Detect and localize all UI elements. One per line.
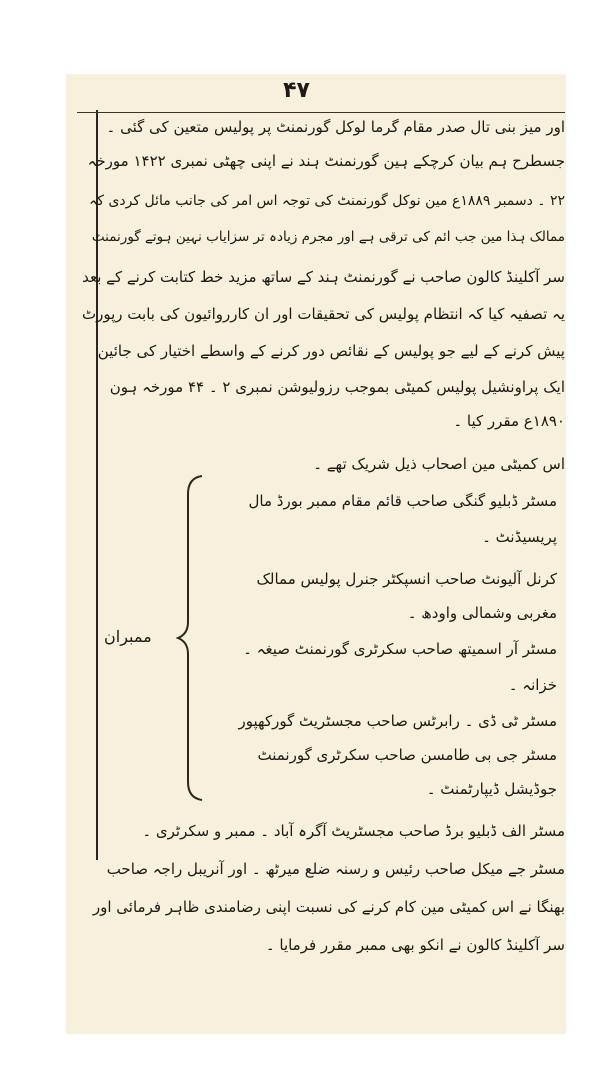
- page-left-border: [96, 110, 98, 860]
- member-line-2: پریسیڈنٹ ۔: [482, 528, 557, 546]
- member-line-8: مسٹر جی بی طامسن صاحب سکرٹری گورنمنٹ: [257, 746, 557, 764]
- member-line-9: جوڈیشل ڈیپارٹمنٹ ۔: [426, 780, 557, 798]
- closing-line-3: بھنگا نے اس کمیٹی مین کام کرنے کی نسبت اپنی رضامندی ظاہر فرمائی اور: [92, 898, 565, 916]
- text-line-6: یہ تصفیہ کیا کہ انتظام پولیس کی تحقیقات اور ان کارروائیون کی بابت رپورٹ: [81, 305, 565, 323]
- text-line-4: ممالک ہذا مین جب ائم کی ترقی ہے اور مجرم زیادہ تر سزایاب نہین ہوتے گورنمنٹ: [91, 229, 565, 245]
- members-label: ممبران: [104, 627, 152, 646]
- member-line-6: خزانہ ۔: [508, 676, 557, 694]
- text-line-8: ایک پراونشیل پولیس کمیٹی بموجب رزولیوشن نمبری ۲ ۔ ۴۴ مورخہ ہون: [109, 378, 565, 396]
- member-line-5: مسٹر آر اسمیتھ صاحب سکرٹری گورنمنٹ صیغہ ۔: [243, 640, 557, 658]
- member-line-7: مسٹر ٹی ڈی ۔ رابرٹس صاحب مجسٹریٹ گورکھپور: [238, 712, 557, 730]
- text-line-2: جسطرح ہم بیان کرچکے ہین گورنمنٹ ہند نے اپنی چھٹی نمبری ۱۴۲۲ مورخہ: [87, 152, 565, 170]
- page-sheet: [66, 74, 566, 1034]
- text-line-10: اس کمیٹی مین اصحاب ذیل شریک تھے ۔: [313, 455, 565, 473]
- members-brace: [176, 474, 206, 802]
- page-number: ۴۷: [283, 78, 310, 103]
- member-line-1: مسٹر ڈبلیو گنگی صاحب قائم مقام ممبر بورڈ مال: [248, 492, 557, 510]
- member-line-4: مغربی وشمالی واودھ ۔: [407, 604, 557, 622]
- closing-line-1: مسٹر الف ڈبلیو برڈ صاحب مجسٹریٹ آگرہ آباد ۔ ممبر و سکرٹری ۔: [142, 822, 565, 840]
- text-line-7: پیش کرنے کے لیے جو پولیس کے نقائص دور کرنے کے واسطے اختیار کی جائین: [97, 342, 565, 360]
- text-line-5: سر آکلینڈ کالون صاحب نے گورنمنٹ ہند کے ساتھ مزید خط کتابت کرنے کے بعد: [82, 268, 565, 286]
- text-line-1: اور میز بنی تال صدر مقام گرما لوکل گورنمنٹ پر پولیس متعین کی گئی ۔: [106, 118, 565, 136]
- closing-line-2: مسٹر جے میکل صاحب رئیس و رسنہ ضلع میرٹھ ۔ اور آنریبل راجہ صاحب: [106, 860, 565, 878]
- member-line-3: کرنل آلیونٹ صاحب انسپکٹر جنرل پولیس ممالک: [256, 570, 557, 588]
- closing-line-4: سر آکلینڈ کالون نے انکو بھی ممبر مقرر فرمایا ۔: [265, 936, 565, 954]
- text-line-9: ۱۸۹۰ع مقرر کیا ۔: [453, 412, 565, 430]
- text-line-3: ۲۲ ۔ دسمبر ۱۸۸۹ع مین نوکل گورنمنٹ کی توجہ اس امر کی جانب مائل کردی کہ: [89, 193, 565, 209]
- header-rule: [77, 112, 565, 113]
